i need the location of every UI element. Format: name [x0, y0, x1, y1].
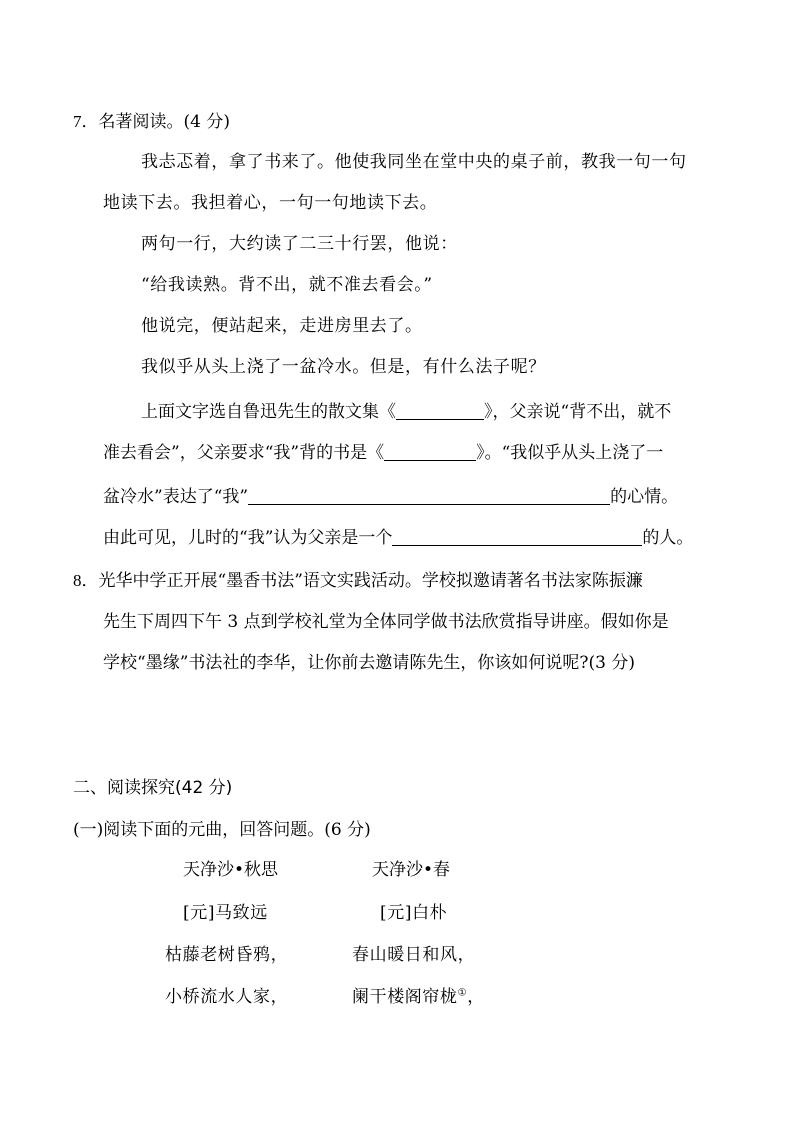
prompt-text: 的心情。: [610, 487, 679, 507]
prompt-text: 上面文字选自鲁迅先生的散文集《: [141, 402, 396, 422]
question-7-heading: [73, 107, 230, 132]
passage-line: 我似乎从头上浇了一盆冷水。但是，有什么法子呢？: [141, 357, 546, 377]
prompt-text: 准去看会”，父亲要求“我”背的书是《: [103, 443, 385, 463]
poem-line-punct: ，: [467, 987, 485, 1007]
prompt-text: 的人。: [642, 528, 694, 548]
poem-title: 天净沙•春: [372, 860, 451, 880]
passage-line: 他说完，便站起来，走进房里去了。: [141, 316, 423, 336]
question-number: 8．: [73, 571, 99, 590]
poem-line: [352, 982, 485, 1007]
prompt-line-3: [103, 482, 678, 507]
section-title: 二、阅读探究(42 分): [73, 778, 233, 798]
prompt-text: 》，父亲说“背不出，就不: [484, 402, 672, 422]
prompt-text: 》。“我似乎从头上浇了一: [476, 443, 664, 463]
question-8-line-1: [73, 566, 643, 591]
question-title: 名著阅读。(4 分): [98, 112, 230, 132]
question-8-line-2: 先生下周四下午 3 点到学校礼堂为全体同学做书法欣赏指导讲座。假如你是: [103, 612, 669, 632]
passage-line: 地读下去。我担着心，一句一句地读下去。: [103, 193, 438, 213]
footnote-marker: ①: [457, 987, 468, 999]
poem-line: 枯藤老树昏鸦，: [165, 945, 289, 965]
prompt-line-4: [103, 523, 693, 548]
prompt-text: 盆冷水”表达了“我”: [103, 487, 249, 507]
poem-line-text: 阑干楼阁帘栊: [352, 987, 458, 1007]
prompt-text: 由此可见，儿时的“我”认为父亲是一个: [103, 528, 393, 548]
poem-author: [元]白朴: [380, 903, 448, 923]
section-subtitle: (一)阅读下面的元曲，回答问题。(6 分): [73, 820, 371, 840]
prompt-line-2: [103, 438, 663, 463]
answer-blank-book[interactable]: [384, 443, 476, 461]
poem-line: 小桥流水人家，: [165, 987, 289, 1007]
poem-line: 春山暖日和风，: [352, 945, 476, 965]
poem-title: 天净沙•秋思: [183, 860, 279, 880]
question-text: 光华中学正开展“墨香书法”语文实践活动。学校拟邀请著名书法家陈振濂: [98, 571, 643, 591]
prompt-line-1: [141, 397, 671, 422]
passage-line: “给我读熟。背不出，就不准去看会。”: [141, 275, 433, 295]
poem-author: [元]马致远: [183, 903, 268, 923]
passage-line: 两句一行，大约读了二三十行罢，他说：: [141, 234, 458, 254]
question-number: 7．: [73, 112, 99, 131]
answer-blank-mood[interactable]: [248, 487, 610, 505]
question-8-line-3: 学校“墨缘”书法社的李华，让你前去邀请陈先生，你该如何说呢?(3 分): [103, 653, 635, 673]
passage-line: 我忐忑着，拿了书来了。他使我同坐在堂中央的桌子前，教我一句一句: [141, 152, 687, 172]
answer-blank-father[interactable]: [392, 528, 642, 546]
answer-blank-collection[interactable]: [396, 402, 484, 420]
